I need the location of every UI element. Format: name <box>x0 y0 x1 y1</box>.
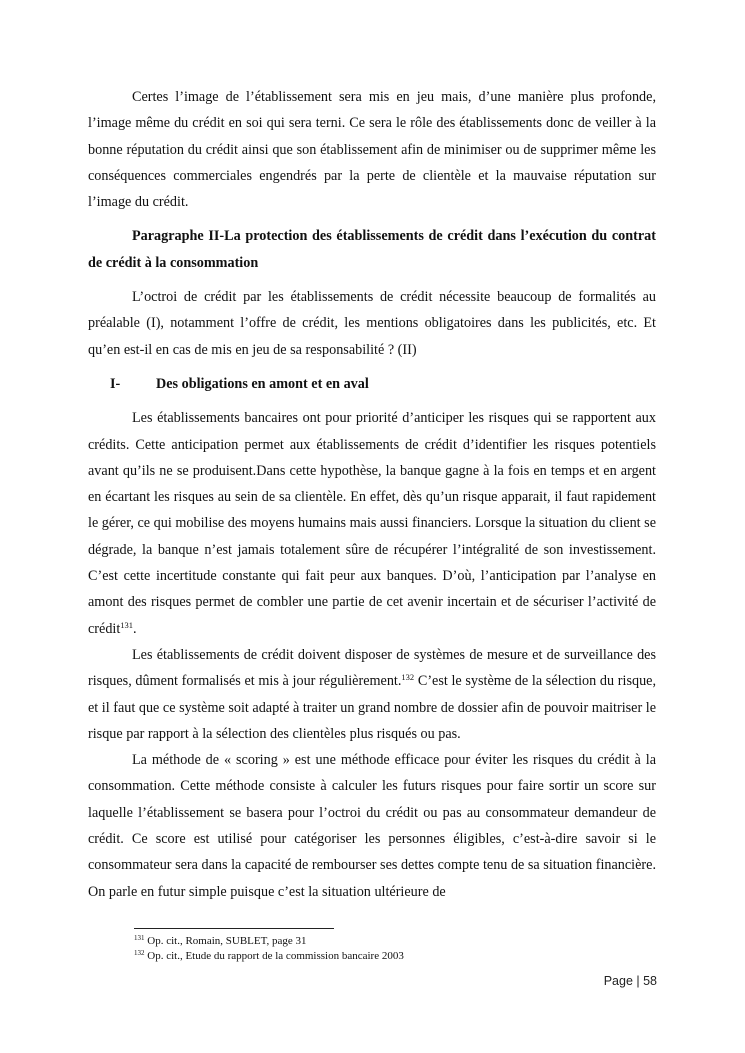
section-title: Des obligations en amont et en aval <box>156 375 369 392</box>
paragraph-heading: Paragraphe II-La protection des établissements de crédit dans l’exécution du contrat de crédit à la consommation <box>88 228 656 271</box>
paragraph-anticipation-end: . <box>133 620 137 637</box>
paragraph-surveillance <box>88 642 656 747</box>
footnote-ref-131[interactable]: 131 <box>120 619 134 630</box>
paragraph-surveillance-a: Les établissements de crédit doivent disposer de systèmes de mesure et de surveillance des risques, dûment formalisés et mis à jour régulièrement. <box>88 646 656 690</box>
footnote-text: Op. cit., Romain, SUBLET, page 31 <box>144 935 307 947</box>
paragraph-anticipation <box>88 405 656 642</box>
paragraph-octroi: L’octroi de crédit par les établissements de crédit nécessite beaucoup de formalités au préalable (I), notamment l’offre de crédit, les mentions obligatoires dans les publicités, etc. Et qu’en est-il en cas de mis en jeu de sa responsabilité ? (II) <box>88 289 656 358</box>
footnote-ref-132[interactable]: 132 <box>401 672 415 683</box>
footnote-number: 132 <box>134 949 145 957</box>
footnote-text: Op. cit., Etude du rapport de la commission bancaire 2003 <box>144 950 404 962</box>
section-number: I- <box>110 375 121 392</box>
page-number: Page | 58 <box>603 974 657 988</box>
footnote-separator <box>134 928 334 929</box>
footnote-131 <box>134 934 404 949</box>
section-heading <box>88 371 656 397</box>
footnotes <box>134 934 404 964</box>
paragraph-anticipation-text: Les établissements bancaires ont pour priorité d’anticiper les risques qui se rapportent aux crédits. Cette anticipation permet aux établissements de crédit d’identifier les risques potentiels avant qu’ils ne se produisent.Dans cette hypothèse, la banque gagne à la fois en temps et en argent en écartant les risques au sein de sa clientèle. En effet, dès qu’un risque apparait, il faut rapidement le gérer, ce qui mobilise des moyens humains mais aussi financiers. Lorsque la situation du client se dégrade, la banque n’est jamais totalement sûre de récupérer l’intégralité de son investissement. C’est cette incertitude constante qui fait peur aux banques. D’où, l’anticipation par l’analyse en amont des risques permet de combler une partie de cet avenir incertain et de sécuriser l’activité de crédit <box>88 410 656 637</box>
paragraph-reputation: Certes l’image de l’établissement sera mis en jeu mais, d’une manière plus profonde, l’image même du crédit en soi qui sera terni. Ce sera le rôle des établissements donc de veiller à la bonne réputation du crédit ainsi que son établissement afin de minimiser ou de supprimer même les conséquences commerciales engendrés par la perte de clientèle et la mauvaise réputation sur l’image du crédit. <box>88 89 656 211</box>
footnote-number: 131 <box>134 934 145 942</box>
footnote-132 <box>134 949 404 964</box>
document-body <box>88 84 656 905</box>
paragraph-surveillance-b: C’est le système de la sélection du risque, et il faut que ce système soit adapté à traiter un grand nombre de dossier afin de pouvoir maitriser le risque par rapport à la sélection des clientèles plus risqués ou pas. <box>88 673 657 742</box>
paragraph-scoring: La méthode de « scoring » est une méthode efficace pour éviter les risques du crédit à la consommation. Cette méthode consiste à calculer les futurs risques pour faire sortir un score sur laquelle l’établissement se basera pour l’octroi du crédit ou pas au consommateur demandeur de crédit. Ce score est utilisé pour catégoriser les personnes éligibles, c’est-à-dire savoir si le consommateur sera dans la capacité de rembourser ses dettes compte tenu de sa situation financière. On parle en futur simple puisque c’est la situation ultérieure de <box>88 752 656 900</box>
